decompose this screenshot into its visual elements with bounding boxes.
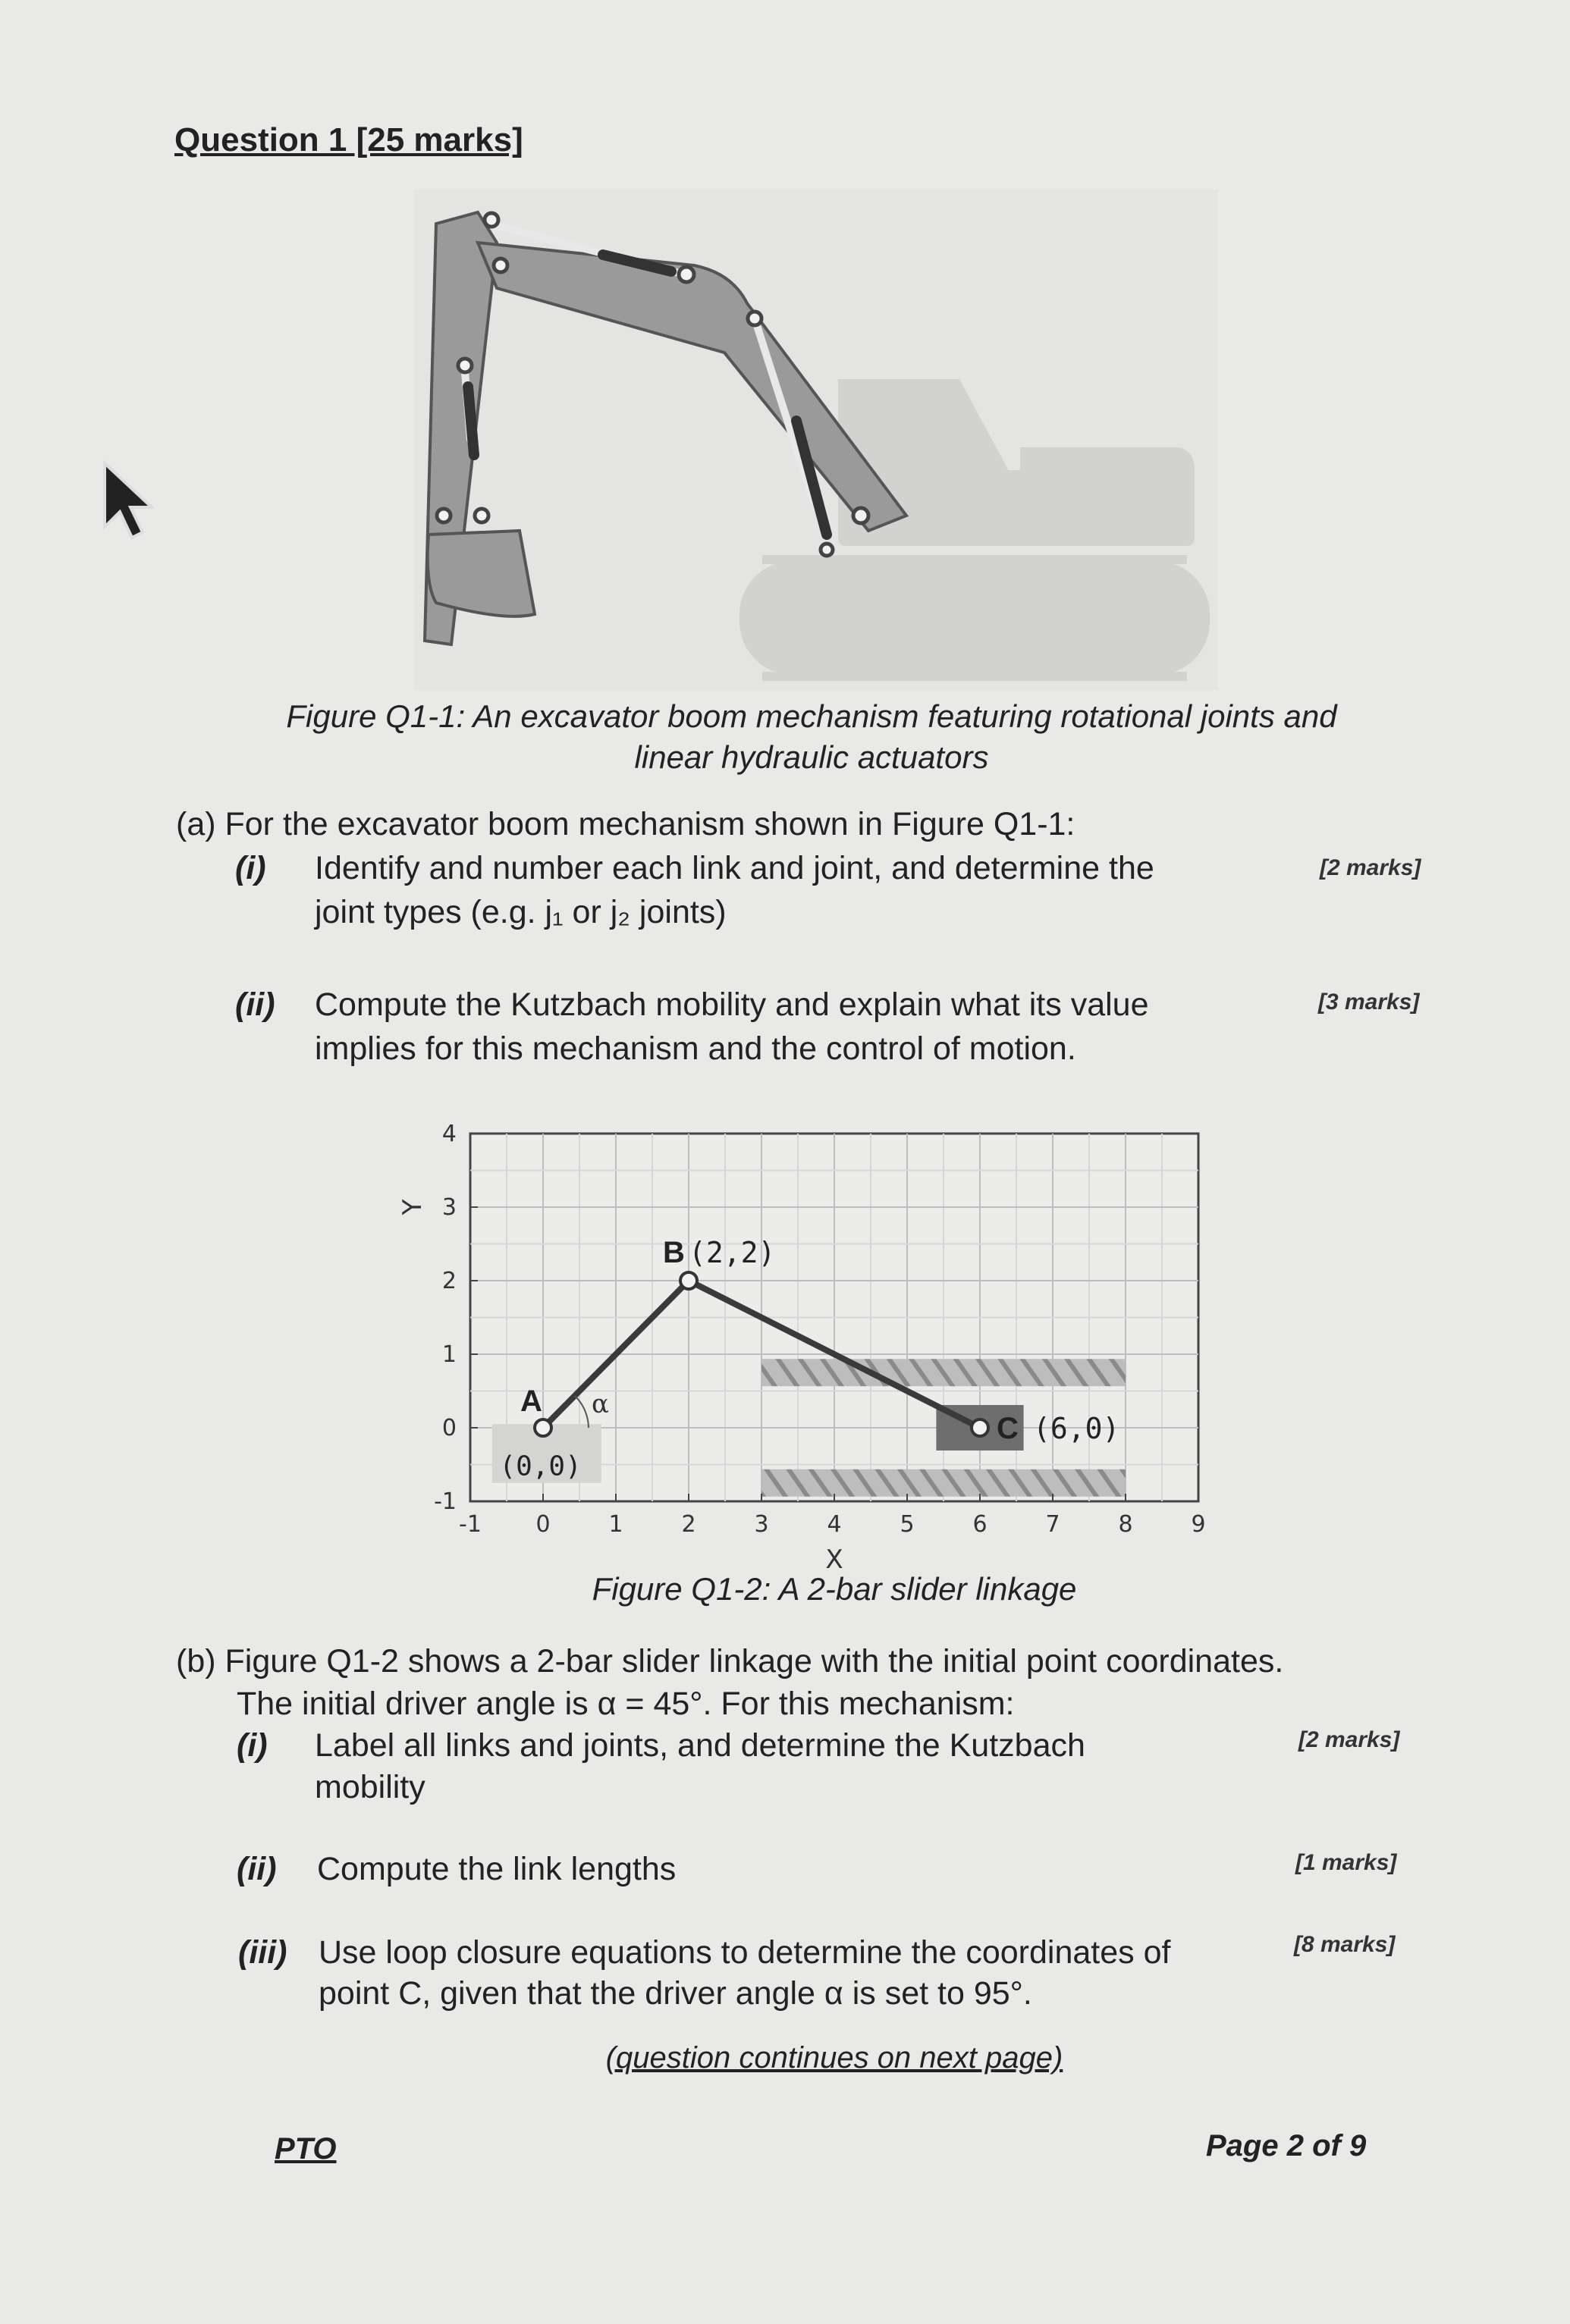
y-tick-label: 1 — [441, 1341, 457, 1368]
point-c-label: C — [997, 1412, 1019, 1445]
point-a-coord: (0,0) — [499, 1451, 582, 1482]
mouse-cursor-icon — [99, 459, 159, 542]
angle-label: α — [592, 1389, 609, 1419]
page-number: Page 2 of 9 — [1206, 2129, 1367, 2162]
excavator-figure — [413, 190, 1217, 690]
part-b-i-label: (i) — [237, 1727, 268, 1764]
joint-point-a — [535, 1419, 551, 1436]
x-tick-label: 5 — [900, 1511, 915, 1538]
part-b-ii-marks: [1 marks] — [1295, 1850, 1397, 1875]
part-b-i-marks: [2 marks] — [1298, 1727, 1400, 1752]
figure2-caption: Figure Q1-2: A 2-bar slider linkage — [592, 1571, 1077, 1607]
y-tick-label: 0 — [441, 1415, 457, 1441]
x-tick-label: 8 — [1118, 1511, 1133, 1538]
excavator-bucket — [428, 531, 535, 616]
part-b-iii-line1: Use loop closure equations to determine the coordinates of — [319, 1934, 1171, 1971]
figure1-caption-line1: Figure Q1-1: An excavator boom mechanism featuring rotational joints and — [286, 698, 1337, 734]
x-tick-label: 1 — [608, 1511, 623, 1538]
figure1-caption — [205, 696, 1418, 778]
y-tick-label: 4 — [441, 1121, 457, 1147]
part-b-iii-line2: point C, given that the driver angle α is set to 95°. — [319, 1975, 1032, 2012]
x-tick-label: 9 — [1191, 1511, 1206, 1538]
slider-guide-bar — [761, 1469, 1126, 1497]
x-tick-label: 0 — [535, 1511, 551, 1538]
joint-point-b — [680, 1272, 697, 1289]
part-b-line2: The initial driver angle is α = 45°. For this mechanism: — [237, 1686, 1015, 1722]
point-c-coord: (6,0) — [1033, 1412, 1120, 1445]
slider-linkage-chart — [379, 1111, 1229, 1589]
part-a-ii-line1: Compute the Kutzbach mobility and explain what its value — [315, 986, 1149, 1023]
question-title: Question 1 [25 marks] — [174, 121, 523, 158]
part-b-i-line2: mobility — [315, 1769, 425, 1805]
slider-guide-bar — [761, 1359, 1126, 1386]
part-a-i-line2: joint types (e.g. j₁ or j₂ joints) — [315, 894, 727, 930]
figure1-caption-line2: linear hydraulic actuators — [634, 739, 989, 775]
part-b-iii-label: (iii) — [238, 1934, 287, 1971]
part-b-iii-marks: [8 marks] — [1294, 1932, 1396, 1957]
y-axis-label: Y — [397, 1199, 428, 1215]
x-axis-label: X — [825, 1545, 843, 1575]
x-tick-label: -1 — [459, 1511, 482, 1538]
point-a-label: A — [520, 1385, 542, 1418]
point-b-coord: (2,2) — [689, 1236, 776, 1269]
part-a-i-label: (i) — [235, 850, 266, 886]
part-a-ii-line2: implies for this mechanism and the control of motion. — [315, 1030, 1076, 1067]
part-b-ii-label: (ii) — [237, 1851, 277, 1887]
x-tick-label: 2 — [681, 1511, 696, 1538]
part-a-i-marks: [2 marks] — [1320, 855, 1421, 880]
part-a-intro: (a) For the excavator boom mechanism shown in Figure Q1-1: — [176, 806, 1075, 842]
part-a-ii-label: (ii) — [235, 986, 275, 1023]
joint-point-c — [972, 1419, 988, 1436]
part-b-line1: (b) Figure Q1-2 shows a 2-bar slider linkage with the initial point coordinates. — [176, 1643, 1284, 1679]
point-b-label: B — [663, 1236, 685, 1269]
x-tick-label: 4 — [827, 1511, 842, 1538]
y-tick-label: -1 — [434, 1488, 457, 1515]
part-b-ii-line1: Compute the link lengths — [317, 1851, 677, 1887]
continues-note: (question continues on next page) — [605, 2041, 1063, 2075]
part-b-i-line1: Label all links and joints, and determine the Kutzbach — [315, 1727, 1085, 1764]
x-tick-label: 3 — [754, 1511, 769, 1538]
x-tick-label: 7 — [1045, 1511, 1060, 1538]
pto-footer: PTO — [275, 2132, 337, 2166]
part-a-i-line1: Identify and number each link and joint, and determine the — [315, 850, 1154, 886]
part-a-ii-marks: [3 marks] — [1318, 990, 1420, 1015]
y-tick-label: 2 — [441, 1268, 457, 1294]
x-tick-label: 6 — [972, 1511, 988, 1538]
y-tick-label: 3 — [441, 1194, 457, 1221]
